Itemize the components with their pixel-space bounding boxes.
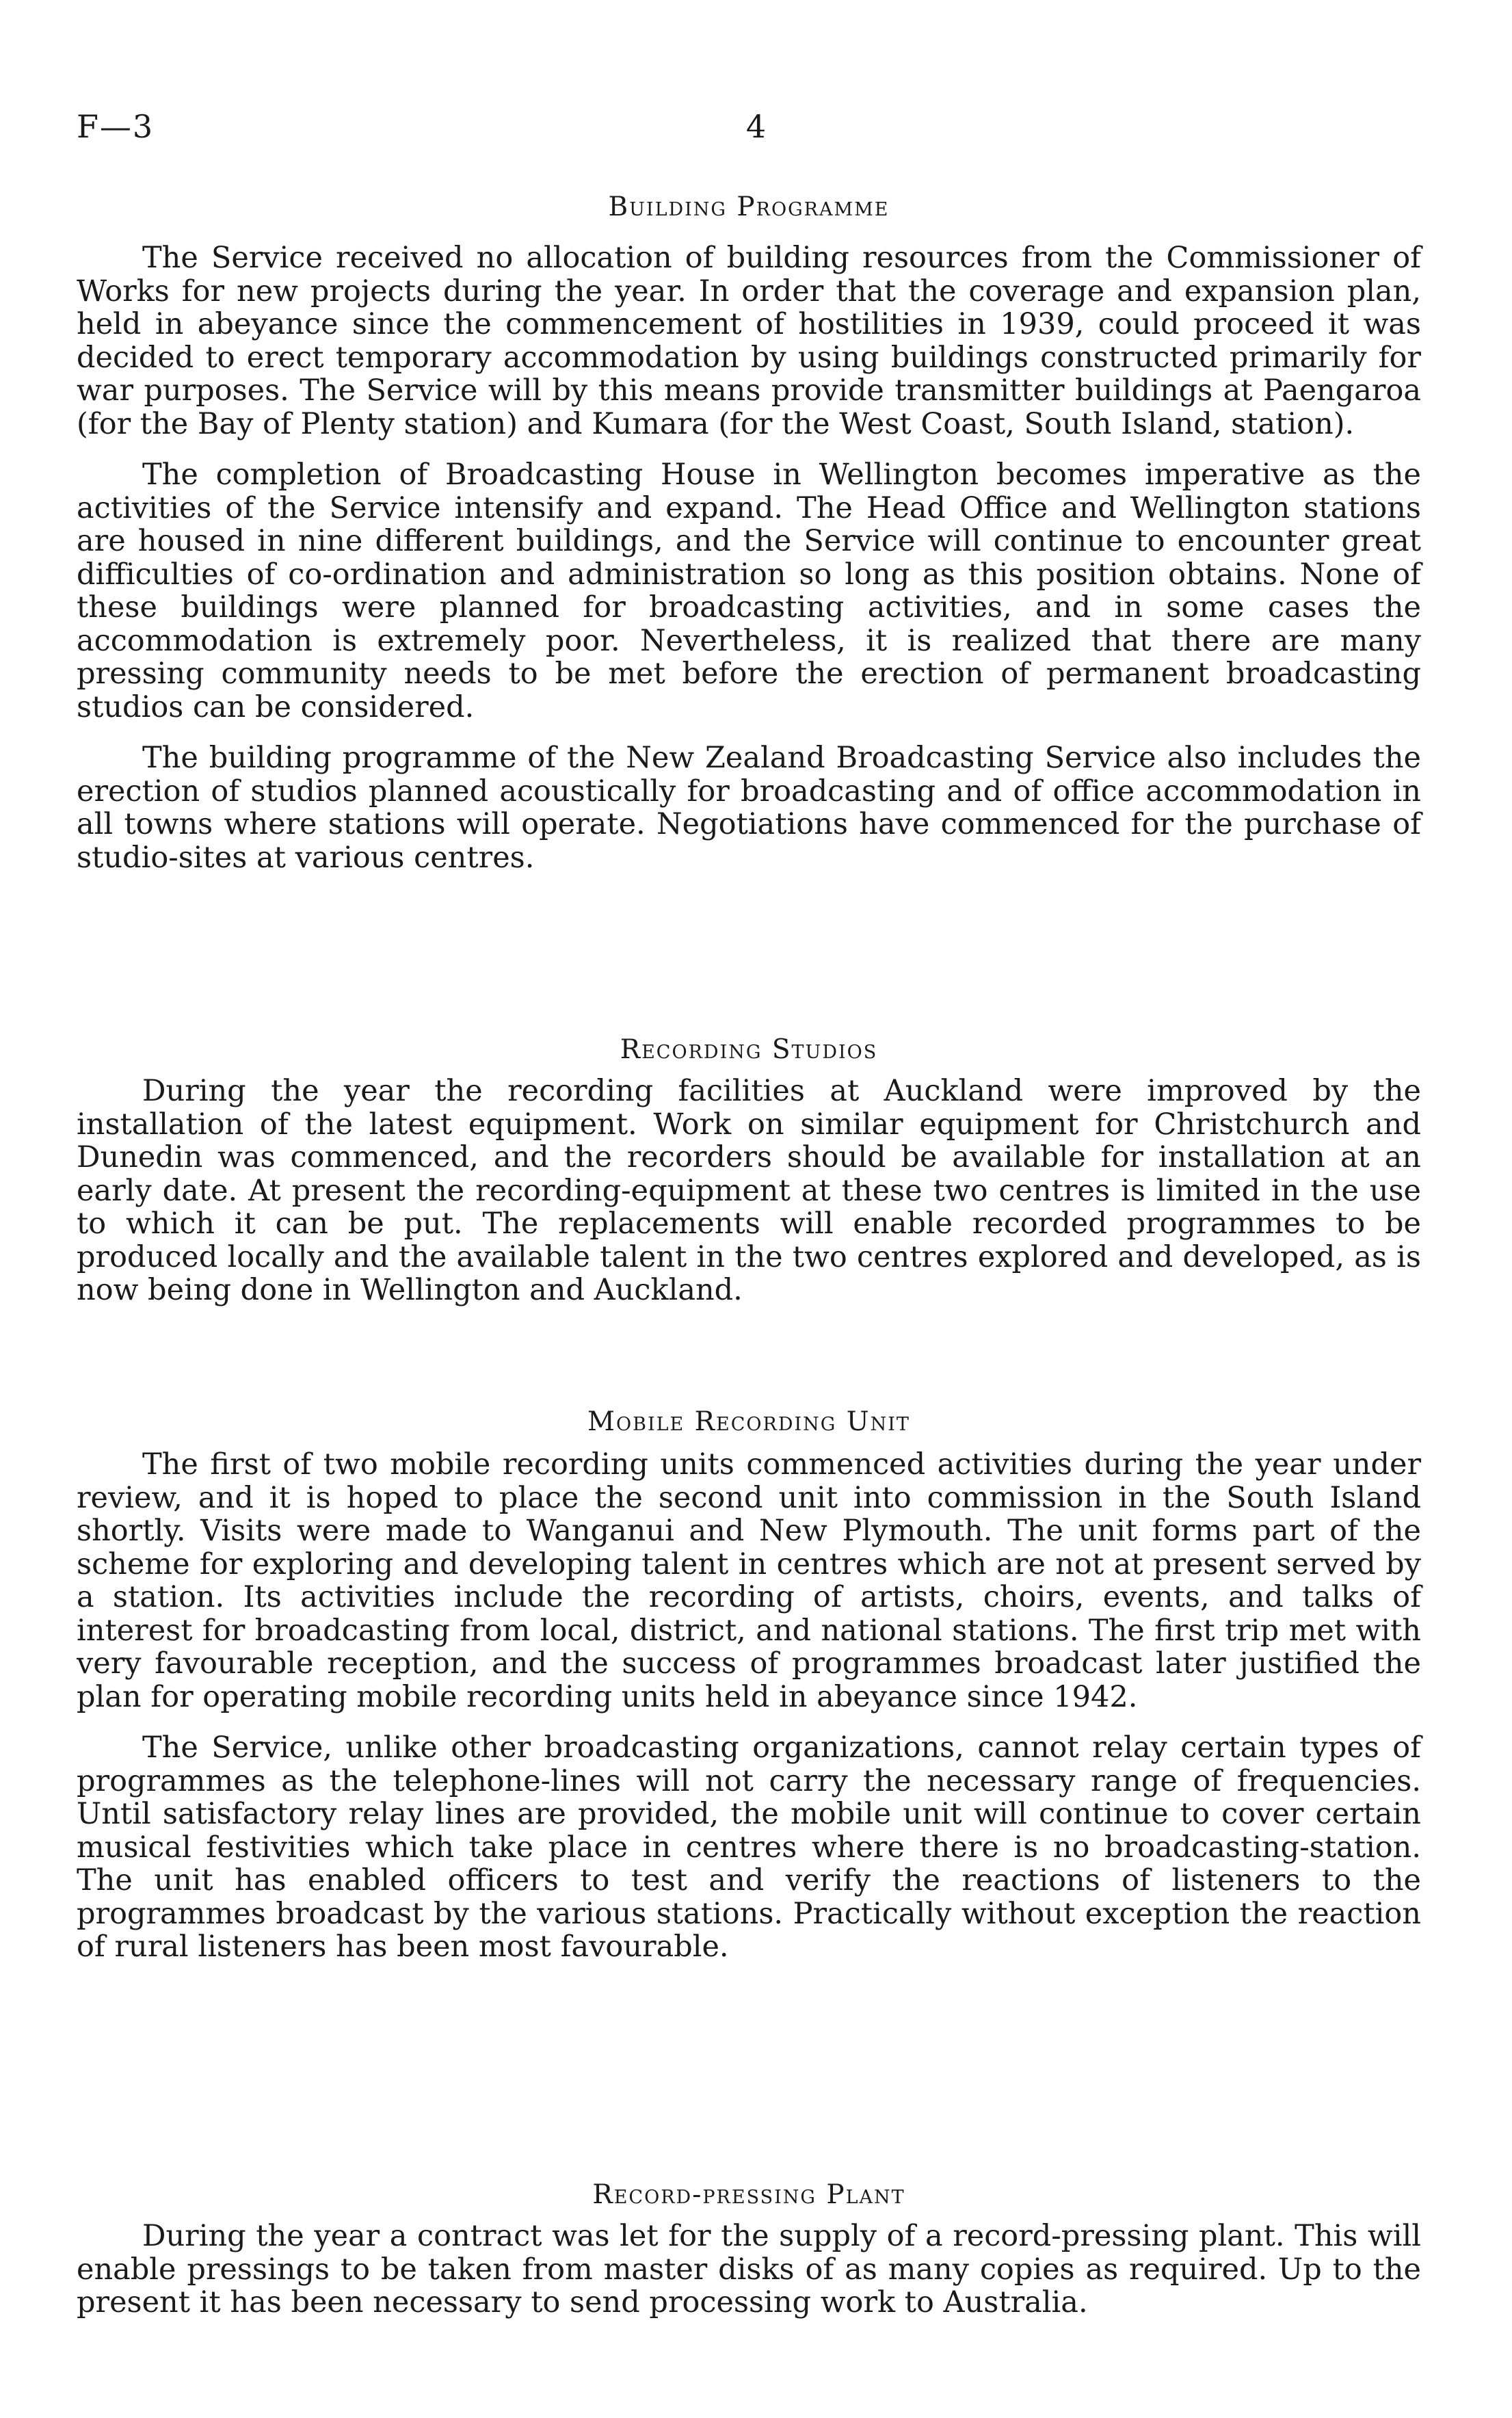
section-recording-studios [77, 1034, 1421, 1307]
section-heading: Record-pressing Plant [592, 2179, 905, 2210]
paragraph: The first of two mobile recording units commenced activities during the year under review, and it is hoped to place the second unit into commission in the South Island shortly. Visits were made to Wanganui and New Plymouth. The unit forms part of the scheme for exploring and developing talent in centres which are not at present served by a station. Its activities include the recording of artists, choirs, events, and talks of interest for broadcasting from local, district, and national stations. The first trip met with very favourable reception, and the success of programmes broadcast later justified the plan for operating mobile recording units held in abeyance since 1942. [77, 1447, 1421, 1714]
section-building-programme [77, 192, 1421, 892]
section-record-pressing-plant [77, 2179, 1421, 2320]
section-heading: Mobile Recording Unit [587, 1406, 910, 1437]
paragraph: The building programme of the New Zealand Broadcasting Service also includes the erection of studios planned acoustically for broadcasting and of office accommodation in all towns where stations will operate. Negotiations have commenced for the purchase of studio-sites at various centres. [77, 741, 1421, 875]
paragraph: The completion of Broadcasting House in Wellington becomes imperative as the activities of the Service intensify and expand. The Head Office and Wellington stations are housed in nine different buildings, and the Service will continue to encounter great difficulties of co-ordination and administration so long as this position obtains. None of these buildings were planned for broadcasting activities, and in some cases the accommodation is extremely poor. Nevertheless, it is realized that there are many pressing community needs to be met before the erection of permanent broadcasting studios can be considered. [77, 458, 1421, 724]
page-number: 4 [745, 108, 767, 145]
page-header [77, 108, 1435, 149]
section-mobile-recording-unit [77, 1406, 1421, 1982]
paragraph: During the year the recording facilities at Auckland were improved by the installation of the latest equipment. Work on similar equipment for Christchurch and Dunedin was commenced, and the recorders should be available for installation at an early date. At present the recording-equipment at these two centres is limited in the use to which it can be put. The replacements will enable recorded programmes to be produced locally and the available talent in the two centres explored and developed, as is now being done in Wellington and Auckland. [77, 1074, 1421, 1307]
page-reference: F—3 [77, 108, 155, 145]
section-heading: Recording Studios [620, 1034, 878, 1065]
paragraph: During the year a contract was let for the supply of a record-pressing plant. This will enable pressings to be taken from master disks of as many copies as required. Up to the present it has been necessary to send processing work to Australia. [77, 2219, 1421, 2320]
paragraph: The Service received no allocation of building resources from the Commissioner of Works for new projects during the year. In order that the coverage and expansion plan, held in abeyance since the commencement of hostilities in 1939, could proceed it was decided to erect temporary accommodation by using buildings constructed primarily for war purposes. The Service will by this means provide transmitter buildings at Paengaroa (for the Bay of Plenty station) and Kumara (for the West Coast, South Island, station). [77, 241, 1421, 441]
paragraph: The Service, unlike other broadcasting organizations, cannot relay certain types of programmes as the telephone-lines will not carry the necessary range of frequencies. Until satisfactory relay lines are provided, the mobile unit will continue to cover certain musical festivities which take place in centres where there is no broadcasting-station. The unit has enabled officers to test and verify the reactions of listeners to the programmes broadcast by the various stations. Practically without exception the reaction of rural listeners has been most favourable. [77, 1731, 1421, 1964]
section-heading: Building Programme [608, 192, 890, 222]
